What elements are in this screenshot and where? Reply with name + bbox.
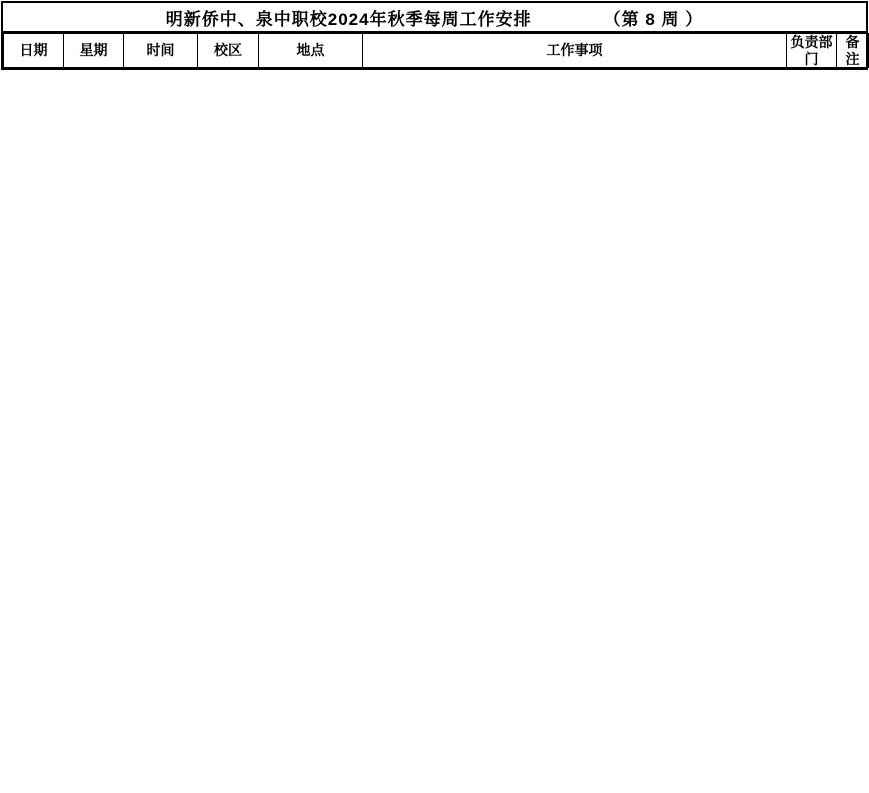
header-remark: 备注 — [837, 34, 869, 68]
title-main: 明新侨中、泉中职校2024年秋季每周工作安排 — [165, 9, 532, 29]
header-row — [4, 34, 869, 68]
header-time: 时间 — [124, 34, 198, 68]
schedule-sheet — [1, 1, 868, 70]
header-weekday: 星期 — [64, 34, 124, 68]
header-campus: 校区 — [198, 34, 259, 68]
title-week: （第 8 周 ） — [603, 9, 704, 29]
schedule-table — [3, 33, 869, 68]
header-location: 地点 — [259, 34, 363, 68]
page-title — [3, 3, 866, 33]
header-dept: 负责部门 — [787, 34, 837, 68]
header-task: 工作事项 — [363, 34, 787, 68]
header-date: 日期 — [4, 34, 64, 68]
